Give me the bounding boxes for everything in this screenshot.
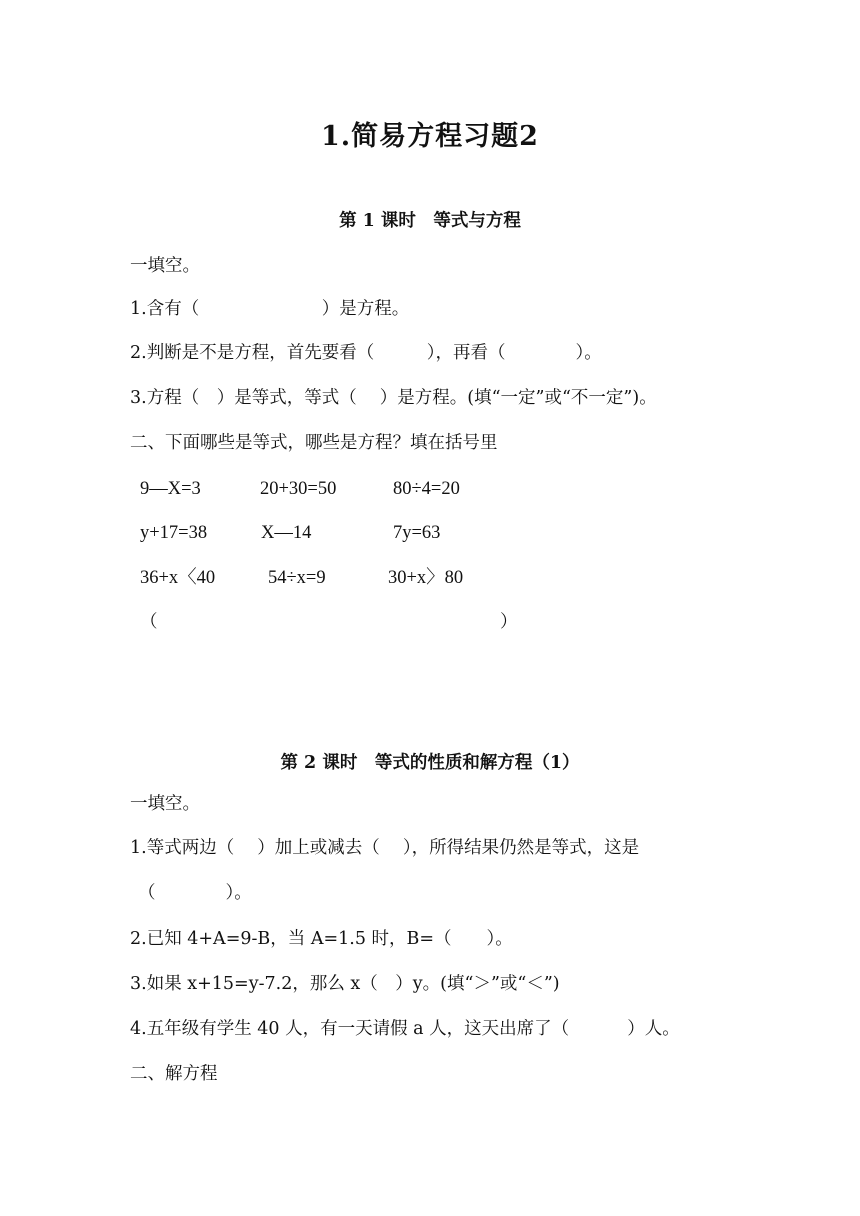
expression: 7y=63 xyxy=(393,523,441,543)
lesson1-question-2: 2.判断是不是方程，首先要看（ ），再看（ ）。 xyxy=(130,343,602,363)
lesson1-question-1: 1.含有（ ）是方程。 xyxy=(130,299,410,319)
expression: 80÷4=20 xyxy=(393,479,460,499)
answer-bracket-open: （ xyxy=(140,612,158,632)
lesson1-question-3: 3.方程（ ）是等式，等式（ ）是方程。(填“一定”或“不一定”)。 xyxy=(130,388,657,408)
expression: X—14 xyxy=(261,523,312,543)
lesson2-question-1-cont: （ ）。 xyxy=(138,883,252,903)
lesson2-section2-heading: 二、解方程 xyxy=(130,1064,218,1084)
lesson1-fill-heading: 一填空。 xyxy=(130,256,200,276)
expression: y+17=38 xyxy=(140,523,208,543)
lesson1-heading: 第 1 课时 等式与方程 xyxy=(339,211,521,231)
expression: 36+x〈40 xyxy=(140,568,216,588)
lesson2-heading: 第 2 课时 等式的性质和解方程（1） xyxy=(280,753,580,773)
answer-bracket-close: ） xyxy=(500,612,518,632)
expression: 20+30=50 xyxy=(260,479,337,499)
expression: 9—X=3 xyxy=(140,479,201,499)
lesson2-question-2: 2.已知 4+A=9-B，当 A=1.5 时，B=（ ）。 xyxy=(130,929,513,949)
document-title: 1.简易方程习题2 xyxy=(321,121,539,152)
lesson2-question-1: 1.等式两边（ ）加上或减去（ ），所得结果仍然是等式，这是 xyxy=(130,838,640,858)
expression: 54÷x=9 xyxy=(268,568,326,588)
expression: 30+x〉80 xyxy=(388,568,464,588)
lesson2-fill-heading: 一填空。 xyxy=(130,794,200,814)
lesson1-section2-heading: 二、下面哪些是等式，哪些是方程？填在括号里 xyxy=(130,433,498,453)
lesson2-question-4: 4.五年级有学生 40 人，有一天请假 a 人，这天出席了（ ）人。 xyxy=(130,1019,680,1039)
lesson2-question-3: 3.如果 x+15=y-7.2，那么 x（ ）y。(填“＞”或“＜”) xyxy=(130,974,560,994)
